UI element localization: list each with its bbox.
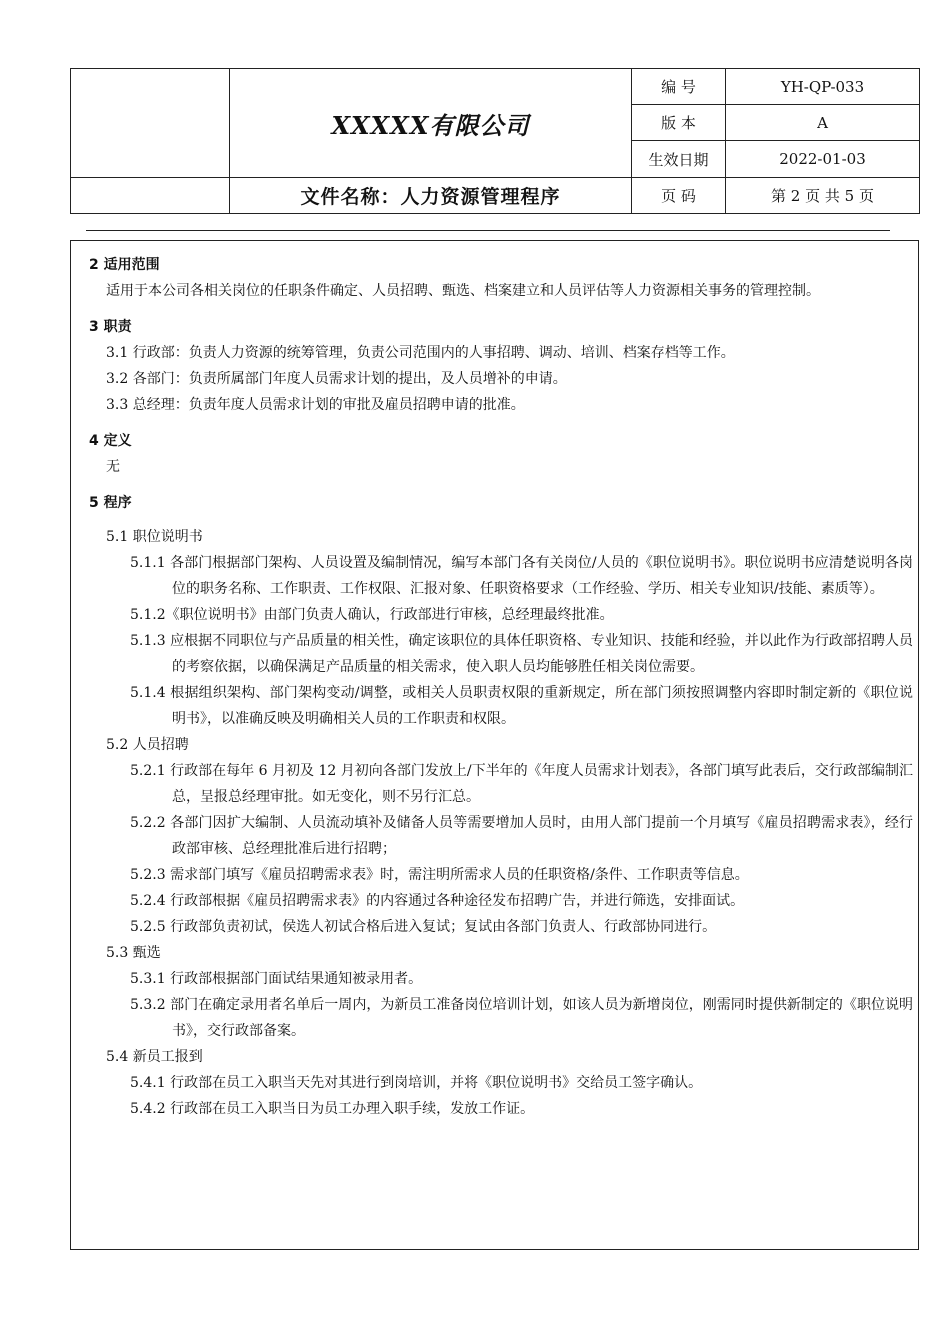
field-label-effective-date: 生效日期 (632, 141, 726, 178)
clause-item: 5.1.3 应根据不同职位与产品质量的相关性，确定该职位的具体任职资格、专业知识、技能和经验，并以此作为行政部招聘人员的考察依据，以确保满足产品质量的相关需求，使入职人员均能够胜任相关岗位需要。 (130, 633, 913, 675)
section-3-item: 3.3 总经理：负责年度人员需求计划的审批及雇员招聘申请的批准。 (106, 397, 525, 413)
clause-item: 5.2.2 各部门因扩大编制、人员流动填补及储备人员等需要增加人员时，由用人部门提前一个月填写《雇员招聘需求表》，经行政部审核、总经理批准后进行招聘； (130, 815, 913, 857)
clause-item: 5.3.2 部门在确定录用者名单后一周内，为新员工准备岗位培训计划，如该人员为新增岗位，刚需同时提供新制定的《职位说明书》，交行政部备案。 (130, 997, 913, 1039)
clause-item: 5.1.1 各部门根据部门架构、人员设置及编制情况，编写本部门各有关岗位/人员的《职位说明书》。职位说明书应清楚说明各岗位的职务名称、工作职责、工作权限、汇报对象、任职资格要求（工作经验、学历、相关专业知识/技能、素质等）。 (130, 555, 913, 597)
section-5-heading: 5 程序 (89, 495, 132, 511)
field-label-number: 编 号 (632, 69, 726, 105)
section-3-item: 3.1 行政部：负责人力资源的统筹管理，负责公司范围内的人事招聘、调动、培训、档案存档等工作。 (106, 345, 735, 361)
field-value-version: A (726, 105, 920, 141)
clause-item: 5.2.3 需求部门填写《雇员招聘需求表》时，需注明所需求人员的任职资格/条件、工作职责等信息。 (130, 867, 749, 883)
subsection-title: 5.4 新员工报到 (106, 1049, 203, 1065)
section-4-text: 无 (106, 459, 120, 475)
section-3-heading: 3 职责 (89, 319, 132, 335)
section-4-heading: 4 定义 (89, 433, 132, 449)
clause-item: 5.2.1 行政部在每年 6 月初及 12 月初向各部门发放上/下半年的《年度人员需求计划表》，各部门填写此表后，交行政部编制汇总，呈报总经理审批。如无变化，则不另行汇总。 (130, 763, 913, 805)
subsection-title: 5.2 人员招聘 (106, 737, 189, 753)
section-2-text: 适用于本公司各相关岗位的任职条件确定、人员招聘、甄选、档案建立和人员评估等人力资源相关事务的管理控制。 (106, 283, 820, 299)
clause-item: 5.2.4 行政部根据《雇员招聘需求表》的内容通过各种途径发布招聘广告，并进行筛选，安排面试。 (130, 893, 745, 909)
document-header-table (70, 68, 920, 214)
clause-item: 5.3.1 行政部根据部门面试结果通知被录用者。 (130, 971, 423, 987)
clause-item: 5.4.1 行政部在员工入职当天先对其进行到岗培训，并将《职位说明书》交给员工签字确认。 (130, 1075, 703, 1091)
section-2-heading: 2 适用范围 (89, 257, 160, 273)
section-3-item: 3.2 各部门：负责所属部门年度人员需求计划的提出，及人员增补的申请。 (106, 371, 567, 387)
field-value-effective-date: 2022-01-03 (726, 141, 920, 178)
field-value-number: YH-QP-033 (726, 69, 920, 105)
field-label-page: 页 码 (632, 178, 726, 214)
clause-item: 5.1.2《职位说明书》由部门负责人确认，行政部进行审核，总经理最终批准。 (130, 607, 614, 623)
document-body (89, 252, 913, 1122)
blank-cell (71, 178, 230, 214)
field-label-version: 版 本 (632, 105, 726, 141)
clause-item: 5.4.2 行政部在员工入职当日为员工办理入职手续，发放工作证。 (130, 1101, 535, 1117)
subsection-title: 5.1 职位说明书 (106, 529, 203, 545)
logo-cell (71, 69, 230, 178)
clause-item: 5.1.4 根据组织架构、部门架构变动/调整，或相关人员职责权限的重新规定，所在部门须按照调整内容即时制定新的《职位说明书》，以准确反映及明确相关人员的工作职责和权限。 (130, 685, 913, 727)
clause-item: 5.2.5 行政部负责初试，侯选人初试合格后进入复试；复试由各部门负责人、行政部协同进行。 (130, 919, 717, 935)
subsection-title: 5.3 甄选 (106, 945, 161, 961)
document-title: 文件名称：人力资源管理程序 (230, 178, 632, 214)
field-value-page: 第 2 页 共 5 页 (726, 178, 920, 214)
spacer (89, 516, 913, 524)
header-separator (86, 230, 890, 231)
company-name: XXXXX有限公司 (230, 69, 632, 178)
